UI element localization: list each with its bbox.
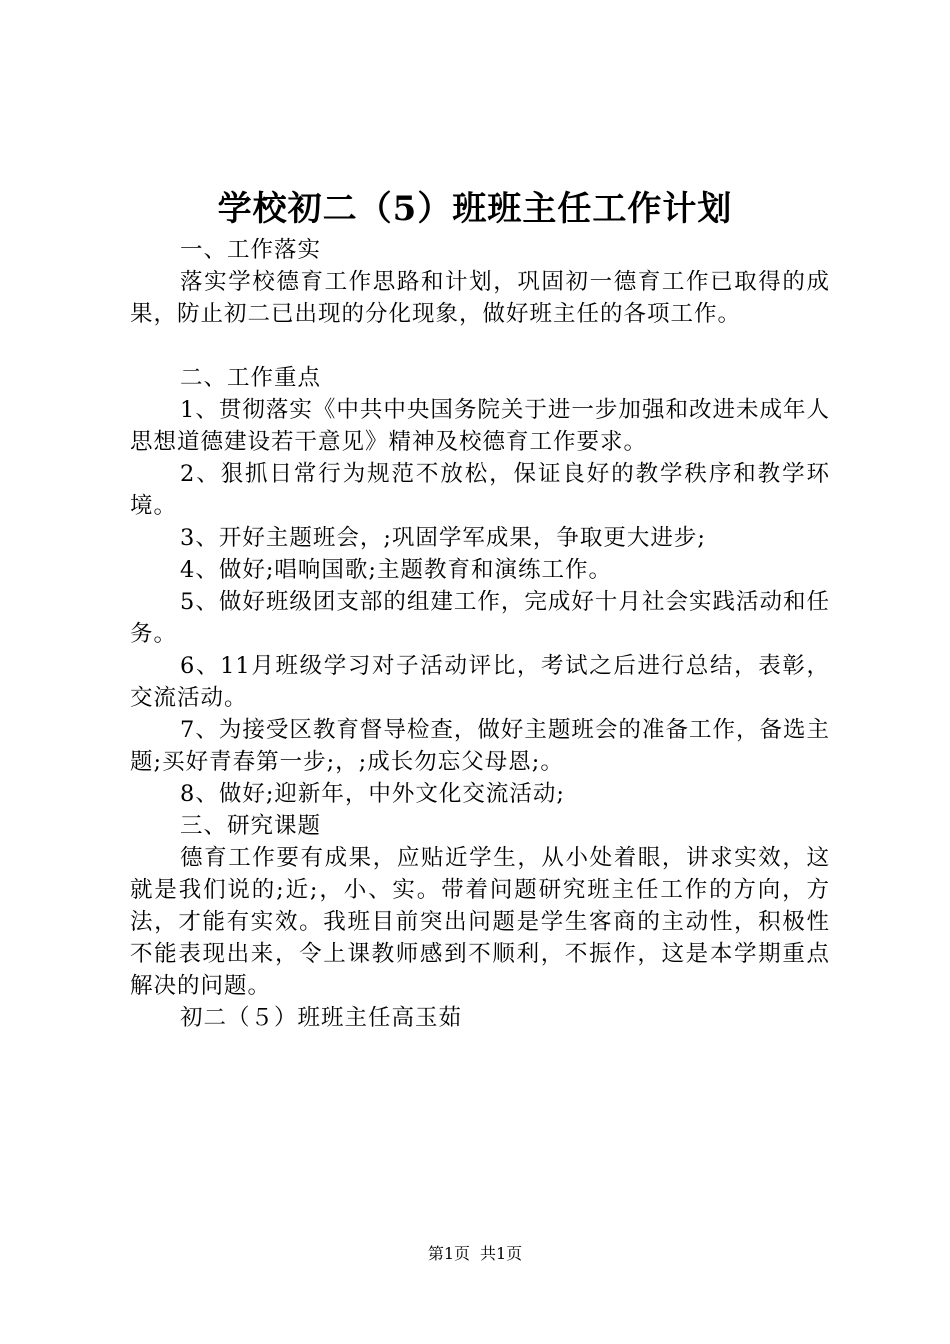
document-body (130, 234, 830, 1034)
paragraph-spacer (130, 330, 830, 362)
document-title: 学校初二（5）班班主任工作计划 (217, 189, 733, 229)
list-item: 3、开好主题班会，;巩固学军成果，争取更大进步; (180, 525, 706, 551)
list-item: 7、为接受区教育督导检查，做好主题班会的准备工作，备选主题;买好青春第一步;，;成长勿忘父母恩;。 (130, 717, 830, 775)
list-item: 8、做好;迎新年，中外文化交流活动; (180, 781, 565, 807)
section-paragraph-1: 落实学校德育工作思路和计划，巩固初一德育工作已取得的成果，防止初二已出现的分化现象，做好班主任的各项工作。 (130, 269, 830, 327)
list-item: 6、11月班级学习对子活动评比，考试之后进行总结，表彰，交流活动。 (130, 653, 830, 711)
list-item: 2、狠抓日常行为规范不放松，保证良好的教学秩序和教学环境。 (130, 461, 830, 519)
page-footer (0, 1242, 950, 1266)
list-item: 5、做好班级团支部的组建工作，完成好十月社会实践活动和任务。 (130, 589, 830, 647)
list-item: 4、做好;唱响国歌;主题教育和演练工作。 (180, 557, 612, 583)
section-heading-2: 二、工作重点 (180, 365, 322, 391)
page-number: 第1页 (427, 1244, 470, 1263)
section-heading-3: 三、研究课题 (180, 813, 322, 839)
section-heading-1: 一、工作落实 (180, 237, 322, 263)
section-paragraph-3: 德育工作要有成果，应贴近学生，从小处着眼，讲求实效，这就是我们说的;近;，小、实。带着问题研究班主任工作的方向，方法，才能有实效。我班目前突出问题是学生客商的主动性，积极性不能表现出来，令上课教师感到不顺利，不振作，这是本学期重点解决的问题。 (130, 845, 830, 999)
page-total: 共1页 (480, 1244, 523, 1263)
signature-line: 初二（５）班班主任高玉茹 (180, 1005, 463, 1031)
list-item: 1、贯彻落实《中共中央国务院关于进一步加强和改进未成年人思想道德建设若干意见》精神及校德育工作要求。 (130, 397, 830, 455)
